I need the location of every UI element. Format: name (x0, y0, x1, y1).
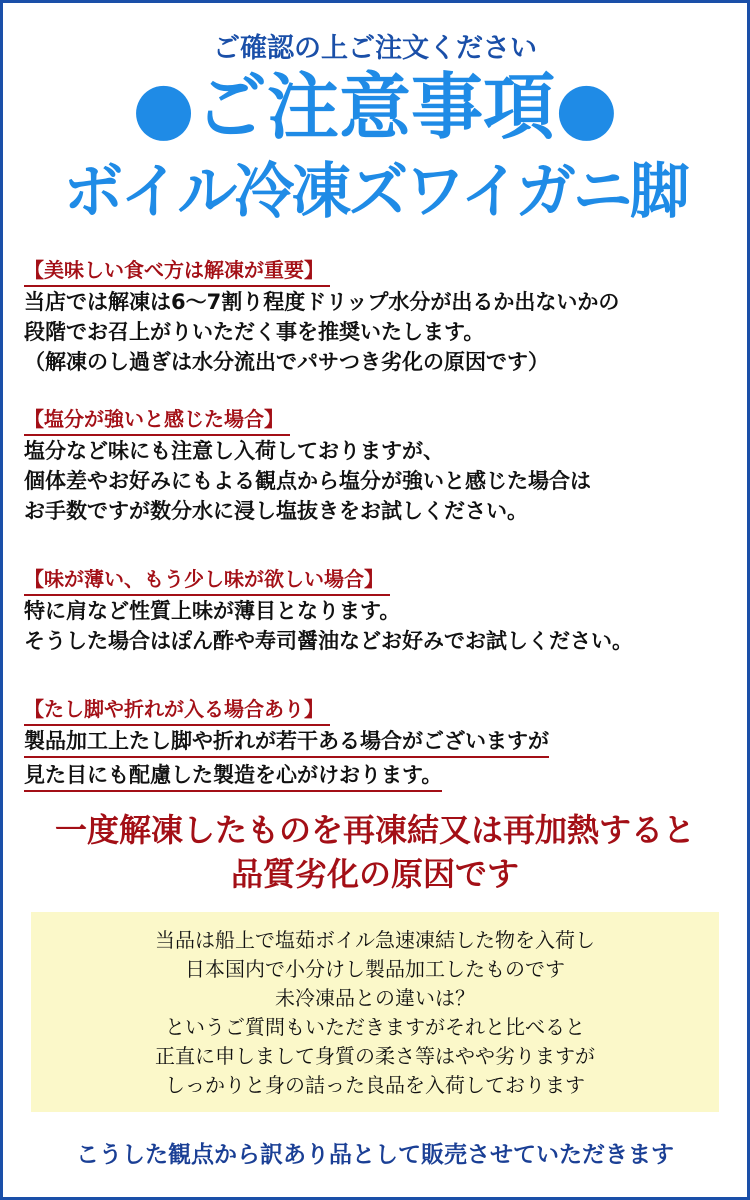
note-line: 未冷凍品との違いは？ (275, 986, 475, 1010)
section-body (24, 436, 734, 526)
note-line: 当品は船上で塩茹ボイル急速凍結した物を入荷し (155, 928, 595, 952)
section-line: 塩分など味にも注意し入荷しておりますが、 (24, 439, 444, 463)
section-body (24, 726, 734, 794)
refreeze-warning (0, 808, 750, 896)
section-heading: 【味が薄い、もう少し味が欲しい場合】 (24, 564, 390, 596)
footer-statement: こうした観点から訳あり品として販売させていただきます (76, 1142, 674, 1168)
section-salty (24, 404, 734, 526)
section-line: 製品加工上たし脚や折れが若干ある場合がございますが (24, 726, 549, 758)
section-line: 見た目にも配慮した製造を心がけおります。 (24, 760, 442, 792)
section-heading: 【たし脚や折れが入る場合あり】 (24, 694, 330, 726)
subtitle: ご確認の上ご注文ください (213, 33, 537, 64)
note-line: 正直に申しまして身質の柔さ等はやや劣りますが (155, 1044, 595, 1068)
product-title: ボイル冷凍ズワイガニ脚 (63, 157, 687, 227)
section-line: そうした場合はぽん酢や寿司醤油などお好みでお試しください。 (24, 629, 633, 653)
section-body (24, 287, 734, 377)
warning-line: 品質劣化の原因です (230, 855, 519, 893)
section-line: お手数ですが数分水に浸し塩抜きをお試しください。 (24, 499, 528, 523)
section-body (24, 596, 734, 656)
product-note-box (31, 912, 719, 1112)
note-line: 日本国内で小分けし製品加工したものです (185, 957, 565, 981)
note-line: しっかりと身の詰った良品を入荷しております (165, 1073, 585, 1097)
section-broken-legs (24, 694, 734, 794)
section-line: 段階でお召上がりいただく事を推奨いたします。 (24, 320, 485, 344)
section-heading: 【塩分が強いと感じた場合】 (24, 404, 290, 436)
page-title: ●ご注意事項● (132, 65, 618, 149)
section-line: 個体差やお好みにもよる観点から塩分が強いと感じた場合は (24, 469, 591, 493)
note-line: というご質問もいただきますがそれと比べると (165, 1015, 585, 1039)
section-line: 特に肩など性質上味が薄目となります。 (24, 599, 401, 623)
warning-line: 一度解凍したものを再凍結又は再加熱すると (54, 811, 695, 849)
section-thawing (24, 255, 734, 377)
section-line: 当店では解凍は6〜7割り程度ドリップ水分が出るか出ないかの (24, 290, 620, 314)
section-bland (24, 564, 734, 656)
section-line: （解凍のし過ぎは水分流出でパサつき劣化の原因です） (24, 350, 549, 374)
section-heading: 【美味しい食べ方は解凍が重要】 (24, 255, 330, 287)
